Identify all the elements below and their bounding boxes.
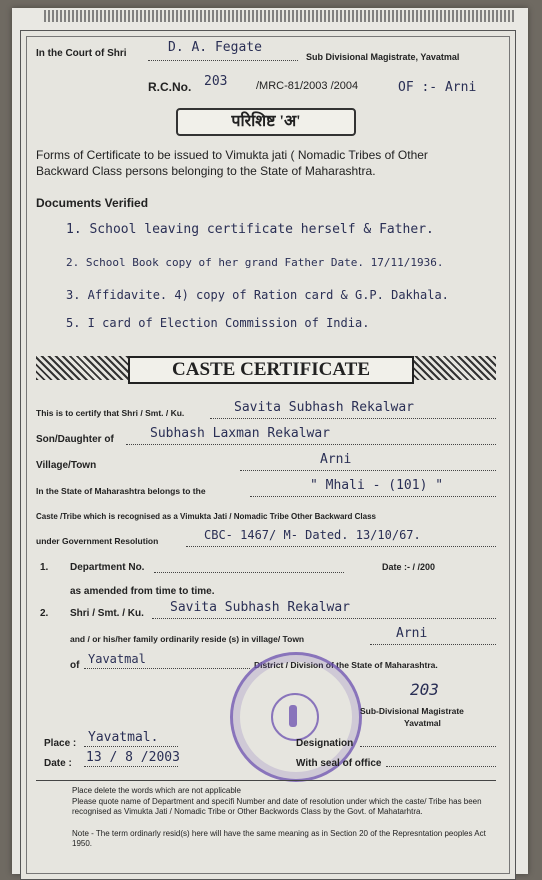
- dept-date: Date :- / /200: [382, 562, 436, 572]
- reside-label: and / or his/her family ordinarily reside (s) in village/ Town: [70, 634, 305, 644]
- rc-series: /MRC-81/2003 /2004: [256, 80, 359, 92]
- of-value: Yavatmal: [88, 652, 146, 666]
- document-item: 5. I card of Election Commission of India.: [66, 316, 370, 330]
- reside-value: Arni: [396, 626, 428, 641]
- place-value: Yavatmal.: [88, 730, 159, 745]
- village-value: Arni: [320, 452, 352, 467]
- state-line: [250, 496, 496, 497]
- of-line: [84, 668, 250, 669]
- gr-label: under Government Resolution: [36, 536, 159, 546]
- signature-place: Yavatmal: [404, 718, 441, 728]
- gr-value: CBC- 1467/ M- Dated. 13/10/67.: [204, 528, 421, 542]
- left-decorative-band: [36, 356, 128, 380]
- certify-label: This is to certify that Shri / Smt. / Ku.: [36, 408, 185, 418]
- son-label: Son/Daughter of: [36, 434, 114, 445]
- village-label: Village/Town: [36, 460, 97, 471]
- decorative-top-band: [44, 10, 514, 22]
- amended-text: as amended from time to time.: [70, 586, 215, 597]
- reside-line: [370, 644, 496, 645]
- seal-office-line: [386, 766, 496, 767]
- footer-note: Please quote name of Department and specifi Number and date of resolution under which the caste/ Tribe has been recognised as Vimukta Jati / Nomadic Tribe or Other Backwords Class by the Govt. of Mahatarhtra.: [72, 797, 482, 816]
- caste-recognition-text: Caste /Tribe which is recognised as a Vimukta Jati / Nomadic Tribe Other Backward Class: [36, 512, 376, 521]
- court-suffix: Sub Divisional Magistrate, Yavatmal: [306, 52, 460, 62]
- document-item: 3. Affidavite. 4) copy of Ration card & G.P. Dakhala.: [66, 288, 449, 302]
- intro-line-1: Forms of Certificate to be issued to Vimukta jati ( Nomadic Tribes of Other: [36, 148, 428, 162]
- son-line: [126, 444, 496, 445]
- of-label: of: [70, 660, 80, 671]
- gr-line: [186, 546, 496, 547]
- certify-line: [210, 418, 496, 419]
- court-prefix: In the Court of Shri: [36, 48, 127, 59]
- footer-note: Note - The term ordinarly resid(s) here will have the same meaning as in Section 20 of the Represntation peoples Act 1950.: [72, 829, 486, 848]
- date-label: Date :: [44, 758, 72, 769]
- document-item: 1. School leaving certificate herself & Father.: [66, 222, 434, 237]
- para2-label: Shri / Smt. / Ku.: [70, 608, 144, 619]
- signature-initials: 203: [410, 680, 439, 699]
- seal-office-label: With seal of office: [296, 758, 382, 769]
- date-value: 13 / 8 /2003: [86, 750, 180, 765]
- certify-value: Savita Subhash Rekalwar: [234, 400, 415, 415]
- hindi-banner: परिशिष्ट 'अ': [176, 108, 356, 136]
- para2-line: [152, 618, 496, 619]
- date-line: [84, 766, 178, 767]
- rc-place: OF :- Arni: [398, 80, 477, 95]
- signature-title: Sub-Divisional Magistrate: [360, 706, 464, 716]
- rc-number: 203: [204, 74, 228, 89]
- officer-line: [148, 60, 298, 61]
- village-line: [240, 470, 496, 471]
- intro-line-2: Backward Class persons belonging to the State of Maharashtra.: [36, 164, 376, 178]
- officer-name: D. A. Fegate: [168, 40, 262, 55]
- document-item: 2. School Book copy of her grand Father Date. 17/11/1936.: [66, 256, 444, 269]
- para2-value: Savita Subhash Rekalwar: [170, 600, 351, 615]
- designation-line: [360, 746, 496, 747]
- place-label: Place :: [44, 738, 77, 749]
- rc-label: R.C.No.: [148, 80, 192, 94]
- dept-label: Department No.: [70, 562, 145, 573]
- footer-divider: [36, 780, 496, 781]
- son-value: Subhash Laxman Rekalwar: [150, 426, 331, 441]
- state-value: " Mhali - (101) ": [310, 478, 444, 493]
- documents-heading: Documents Verified: [36, 196, 149, 210]
- caste-certificate-title: CASTE CERTIFICATE: [128, 356, 414, 384]
- place-line: [84, 746, 178, 747]
- designation-label: Designation: [296, 738, 354, 749]
- para2-number: 2.: [40, 608, 49, 619]
- dept-line: [154, 572, 344, 573]
- district-label: District / Division of the State of Maharashtra.: [254, 660, 438, 670]
- right-decorative-band: [410, 356, 496, 380]
- footer-note: Place delete the words which are not applicable: [72, 786, 241, 795]
- dept-number: 1.: [40, 562, 49, 573]
- state-label: In the State of Maharashtra belongs to the: [36, 486, 206, 496]
